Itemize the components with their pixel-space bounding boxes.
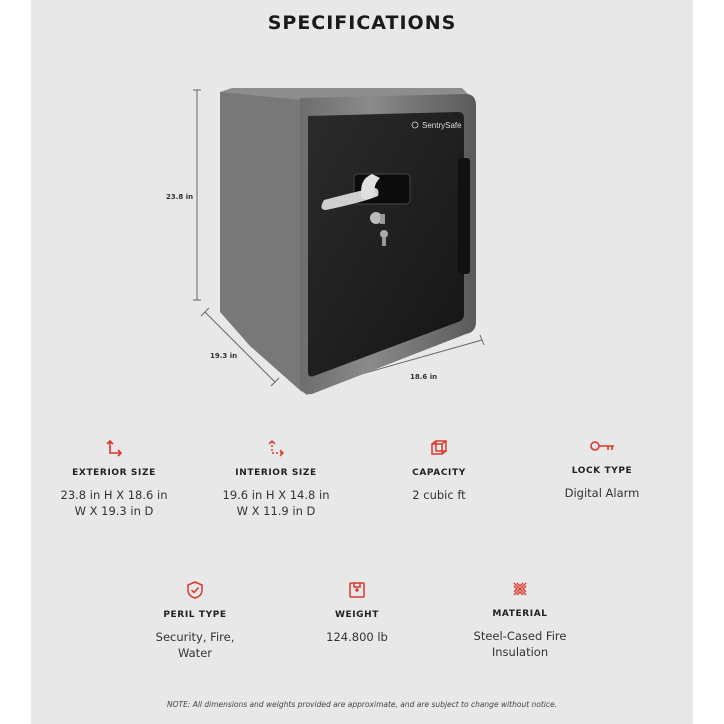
spec-label: EXTERIOR SIZE <box>72 468 156 478</box>
height-dimension: 23.8 in <box>166 193 194 201</box>
brand-logo: SentrySafe <box>422 121 462 130</box>
spec-value: 23.8 in H X 18.6 in W X 19.3 in D <box>60 488 168 518</box>
spec-value: Digital Alarm <box>564 486 640 500</box>
spec-weight <box>282 580 432 645</box>
spec-label: MATERIAL <box>492 609 548 619</box>
spec-label: PERIL TYPE <box>163 610 227 620</box>
spec-label: LOCK TYPE <box>571 466 633 476</box>
spec-label: INTERIOR SIZE <box>235 468 317 478</box>
material-icon <box>510 579 530 599</box>
spec-exterior-size <box>39 438 189 519</box>
spec-lock-type <box>527 436 677 501</box>
spec-material <box>445 579 595 660</box>
capacity-icon <box>429 438 449 458</box>
key-icon <box>588 436 616 456</box>
spec-label: CAPACITY <box>412 468 466 478</box>
depth-dimension: 19.3 in <box>210 352 238 360</box>
spec-capacity <box>364 438 514 503</box>
spec-value: 19.6 in H X 14.8 in W X 11.9 in D <box>222 488 330 518</box>
spec-label: WEIGHT <box>334 610 380 620</box>
scale-icon <box>347 580 367 600</box>
safe-image <box>192 82 492 402</box>
shield-icon <box>185 580 205 600</box>
spec-value: Security, Fire, Water <box>155 630 235 660</box>
spec-interior-size <box>201 438 351 519</box>
spec-value: 124.800 lb <box>326 630 388 644</box>
width-dimension: 18.6 in <box>410 373 438 381</box>
spec-value: 2 cubic ft <box>412 488 466 502</box>
disclaimer-note: NOTE: All dimensions and weights provided are approximate, and are subject to change without notice. <box>166 700 558 709</box>
page-title: SPECIFICATIONS <box>267 12 457 34</box>
spec-peril-type <box>120 580 270 661</box>
spec-value: Steel-Cased Fire Insulation <box>473 629 567 659</box>
interior-size-icon <box>266 438 286 458</box>
exterior-size-icon <box>104 438 124 458</box>
